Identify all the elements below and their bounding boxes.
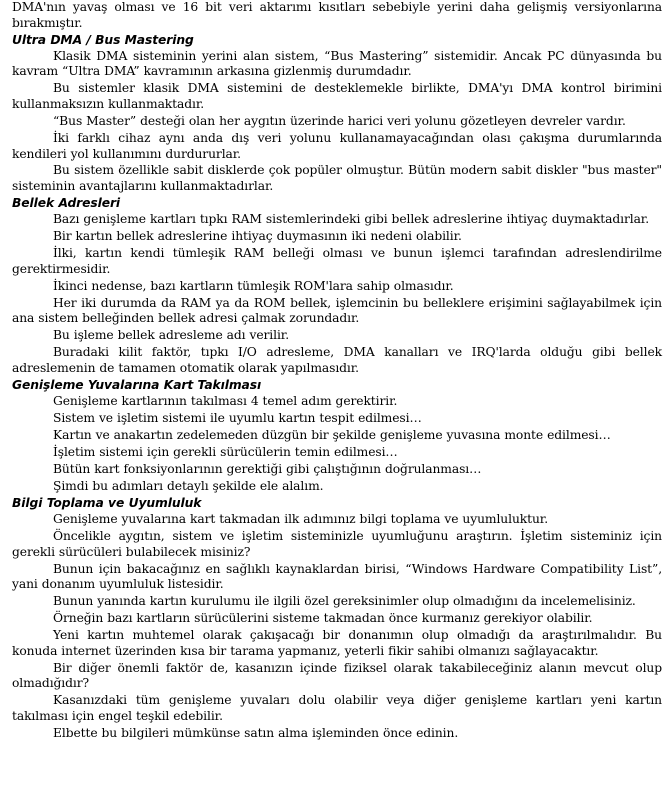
paragraph: Örneğin bazı kartların sürücülerini sisteme takmadan önce kurmanız gerekiyor olabilir. [53,611,593,626]
paragraph: Genişleme yuvalarına kart takmadan ilk adımınız bilgi toplama ve uyumluluktur. [53,512,549,527]
paragraph: Klasik DMA sisteminin yerini alan sistem, “Bus Mastering” sistemidir. Ancak PC dünyasında bu kavram “Ultra DMA” kavramının arkasına gizlenmiş durumdadır. [12,48,662,79]
paragraph: Elbette bu bilgileri mümkünse satın alma işleminden önce edinin. [53,726,459,741]
paragraph: Bazı genişleme kartları tıpkı RAM sistemlerindeki gibi bellek adreslerine ihtiyaç duymaktadırlar. [53,212,650,227]
paragraph: Her iki durumda da RAM ya da ROM bellek, işlemcinin bu belleklere erişimini sağlayabilmek için ana sistem belleğinden bellek adresi çalmak zorundadır. [12,295,662,326]
paragraph: İlki, kartın kendi tümleşik RAM belleği olması ve bunun işlemci tarafından adreslendirilme gerektirmesidir. [12,246,662,276]
paragraph: İşletim sistemi için gerekli sürücülerin temin edilmesi… [53,445,398,460]
document-body [12,0,662,742]
paragraph: Bunun yanında kartın kurulumu ile ilgili özel gereksinimler olup olmadığını da incelemelisiniz. [53,594,636,609]
paragraph: Kartın ve anakartın zedelemeden düzgün bir şekilde genişleme yuvasına monte edilmesi… [53,428,611,443]
paragraph: Genişleme kartlarının takılması 4 temel adım gerektirir. [53,394,398,409]
paragraph: Bir kartın bellek adreslerine ihtiyaç duymasının iki nedeni olabilir. [53,229,462,244]
intro-paragraph: DMA'nın yavaş olması ve 16 bit veri aktarımı kısıtları sebebiyle yerini daha gelişmiş versiyonlarına bırakmıştır. [12,0,662,30]
paragraph: Bunun için bakacağınız en sağlıklı kaynaklardan birisi, “Windows Hardware Compatibility List”, yani donanım uyumluluk listesidir. [12,561,662,592]
paragraph: Bu sistemler klasik DMA sistemini de desteklemekle birlikte, DMA'yı DMA kontrol birimini kullanmaksızın kullanmaktadır. [12,81,662,111]
paragraph: Şimdi bu adımları detaylı şekilde ele alalım. [53,479,324,494]
paragraph: İki farklı cihaz aynı anda dış veri yolunu kullanamayacağından olası çakışma durumlarında kendileri yol kullanımını durdururlar. [12,130,662,161]
section-heading-kart-takilmasi: Genişleme Yuvalarına Kart Takılması [12,377,262,392]
paragraph: “Bus Master” desteği olan her aygıtın üzerinde harici veri yolunu gözetleyen devreler vardır. [53,113,626,128]
paragraph: Bu sistem özellikle sabit disklerde çok popüler olmuştur. Bütün modern sabit diskler "bus master" sisteminin avantajlarını kullanmaktadırlar. [12,163,662,194]
section-heading-ultra-dma: Ultra DMA / Bus Mastering [12,32,194,47]
paragraph: Kasanızdaki tüm genişleme yuvaları dolu olabilir veya diğer genişleme kartları yeni kartın takılması için engel teşkil edebilir. [12,693,662,724]
paragraph: Bir diğer önemli faktör de, kasanızın içinde fiziksel olarak takabileceğiniz alanın mevcut olup olmadığıdır? [12,660,662,691]
paragraph: İkinci nedense, bazı kartların tümleşik ROM'lara sahip olmasıdır. [53,278,454,293]
paragraph: Öncelikle aygıtın, sistem ve işletim sisteminizle uyumluğunu araştırın. İşletim sisteminiz için gerekli sürücüleri bulabilecek misiniz? [12,529,662,559]
paragraph: Buradaki kilit faktör, tıpkı I/O adresleme, DMA kanalları ve IRQ'larda olduğu gibi bellek adreslemenin de tamamen otomatik olarak yapılmasıdır. [12,345,662,375]
paragraph: Bütün kart fonksiyonlarının gerektiği gibi çalıştığının doğrulanması… [53,462,482,477]
section-heading-bellek-adresleri: Bellek Adresleri [12,196,121,211]
paragraph: Bu işleme bellek adresleme adı verilir. [53,328,290,343]
section-heading-bilgi-toplama: Bilgi Toplama ve Uyumluluk [12,496,202,511]
paragraph: Sistem ve işletim sistemi ile uyumlu kartın tespit edilmesi… [53,411,422,426]
paragraph: Yeni kartın muhtemel olarak çakışacağı bir donanımın olup olmadığı da araştırılmalıdır. Bu konuda internet üzerinden kısa bir tarama yapmanız, yeterli fikir sahibi olmanızı sağlayacaktır. [12,628,662,658]
